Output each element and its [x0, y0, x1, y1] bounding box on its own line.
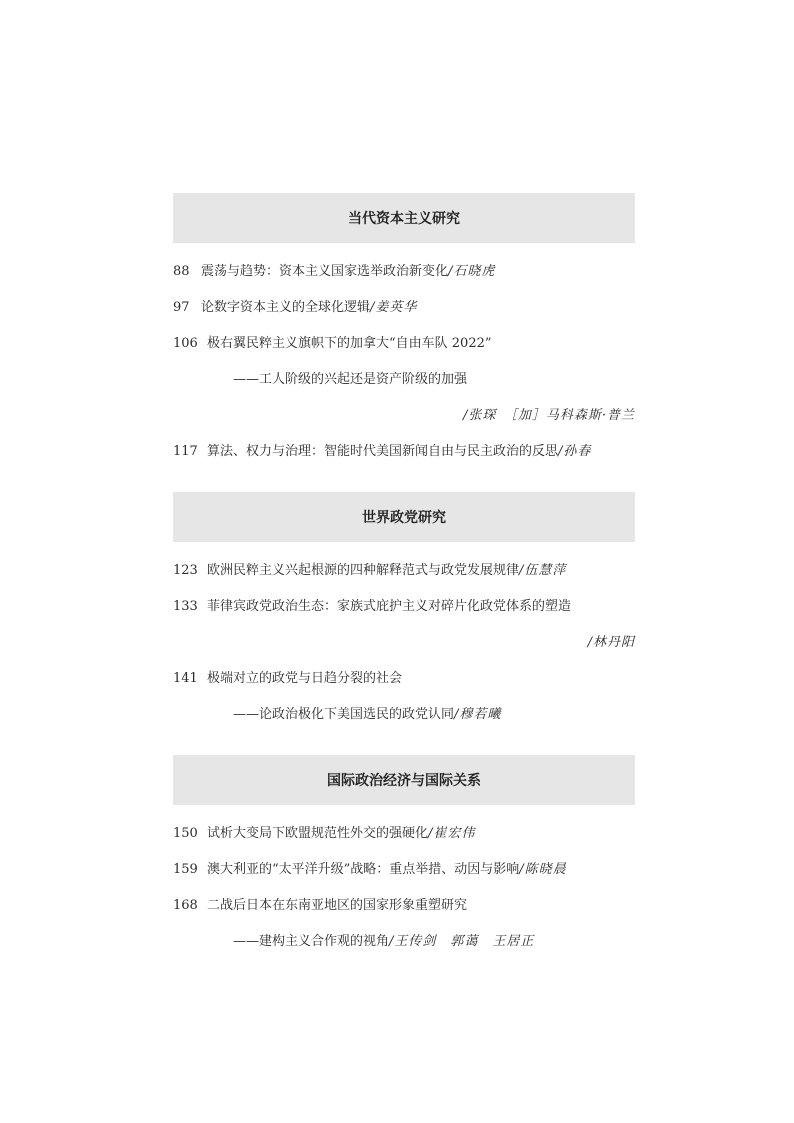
article-title: 欧洲民粹主义兴起根源的四种解释范式与政党发展规律: [207, 563, 520, 578]
article-author: /孙春: [558, 444, 592, 459]
article-author: /林丹阳: [587, 635, 635, 650]
page-number: 133: [173, 599, 198, 614]
toc-entry[interactable]: [173, 334, 635, 442]
article-title: 澳大利亚的“太平洋升级”战略：重点举措、动因与影响: [207, 862, 520, 877]
page-number: 123: [173, 563, 198, 578]
section-heading: 世界政党研究: [173, 492, 635, 542]
toc-entry[interactable]: [173, 669, 635, 741]
article-title: 试析大变局下欧盟规范性外交的强硬化: [207, 826, 429, 841]
section-international-political-economy: [173, 755, 635, 968]
article-subtitle: ——工人阶级的兴起还是资产阶级的加强: [233, 372, 468, 387]
page-number: 117: [173, 444, 198, 459]
article-title: 极右翼民粹主义旗帜下的加拿大“自由车队 2022”: [207, 336, 492, 351]
page-number: 88: [173, 264, 190, 279]
page-number: 141: [173, 671, 198, 686]
page-number: 97: [173, 300, 190, 315]
article-author: /伍慧萍: [519, 563, 567, 578]
article-title: 菲律宾政党政治生态：家族式庇护主义对碎片化政党体系的塑造: [207, 599, 572, 614]
article-title: 算法、权力与治理：智能时代美国新闻自由与民主政治的反思: [207, 444, 559, 459]
article-author: /穆若曦: [454, 707, 502, 722]
page-number: 106: [173, 336, 198, 351]
toc-entry[interactable]: [173, 262, 635, 298]
article-subtitle: ——建构主义合作观的视角: [233, 934, 390, 949]
article-author: /石晓虎: [448, 264, 496, 279]
toc-entry[interactable]: [173, 860, 635, 896]
toc-entry[interactable]: [173, 442, 635, 478]
section-world-party-studies: [173, 492, 635, 741]
toc-entry[interactable]: [173, 298, 635, 334]
section-heading: 国际政治经济与国际关系: [173, 755, 635, 805]
article-title: 极端对立的政党与日趋分裂的社会: [207, 671, 403, 686]
article-author: /王传剑 郭蔼 王居正: [389, 934, 535, 949]
article-author: /姜英华: [370, 300, 418, 315]
toc-entry[interactable]: [173, 561, 635, 597]
article-title: 论数字资本主义的全球化逻辑: [201, 300, 371, 315]
table-of-contents: [173, 193, 635, 968]
toc-entry[interactable]: [173, 597, 635, 669]
page-number: 159: [173, 862, 198, 877]
article-title: 二战后日本在东南亚地区的国家形象重塑研究: [207, 898, 468, 913]
page-number: 168: [173, 898, 198, 913]
toc-entry[interactable]: [173, 896, 635, 968]
page-number: 150: [173, 826, 198, 841]
article-title: 震荡与趋势：资本主义国家选举政治新变化: [201, 264, 449, 279]
section-heading: 当代资本主义研究: [173, 193, 635, 243]
article-author: /陈晓晨: [519, 862, 567, 877]
section-contemporary-capitalism: [173, 193, 635, 478]
toc-entry[interactable]: [173, 824, 635, 860]
article-author: /崔宏伟: [428, 826, 476, 841]
article-subtitle: ——论政治极化下美国选民的政党认同: [233, 707, 455, 722]
article-author: /张琛 ［加］马科森斯·普兰: [462, 408, 635, 423]
